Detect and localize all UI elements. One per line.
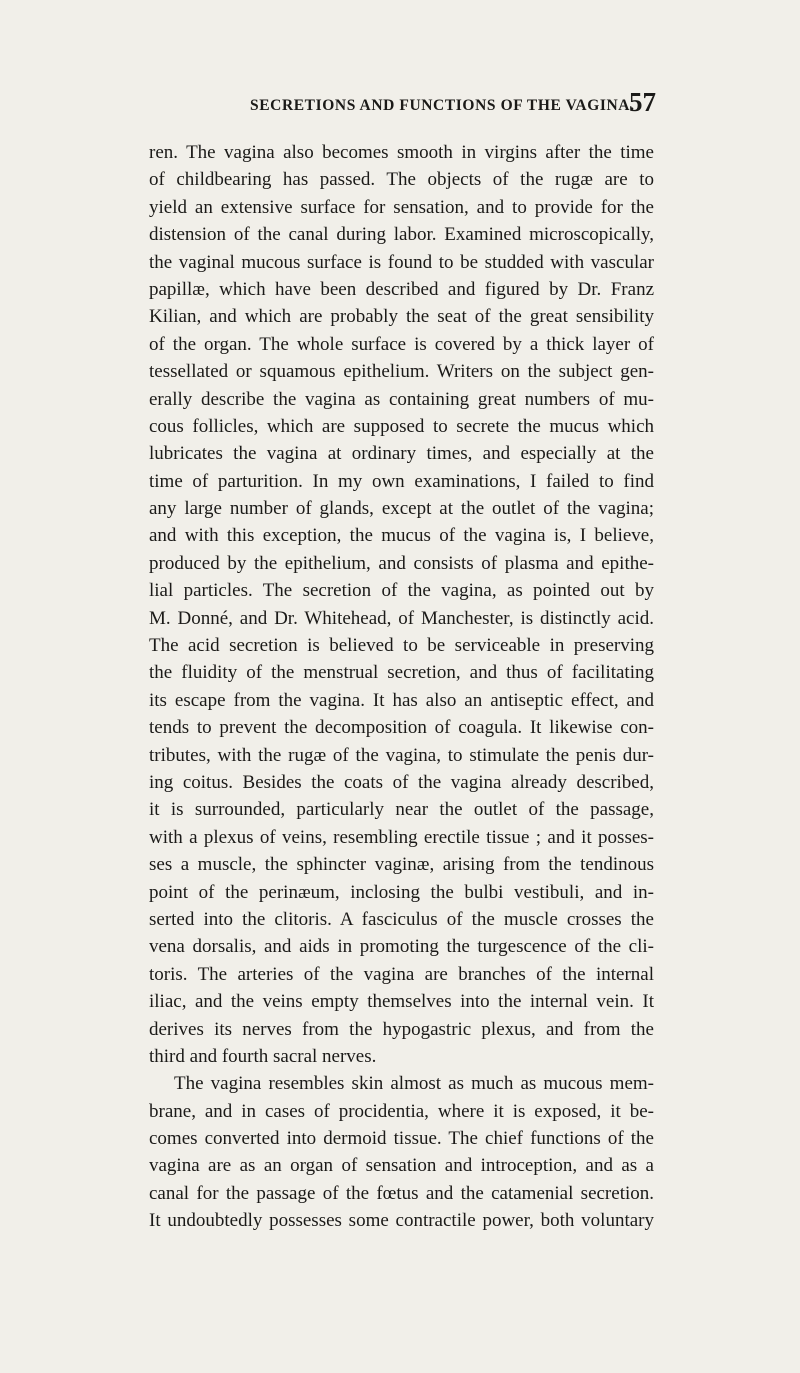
- text-line: of the organ. The whole surface is covered by a thick layer of: [149, 333, 654, 355]
- text-line: ing coitus. Besides the coats of the vagina already described,: [149, 771, 654, 793]
- page-number: 57: [629, 87, 656, 117]
- text-line: vagina are as an organ of sensation and introception, and as a: [149, 1155, 654, 1177]
- text-line: erally describe the vagina as containing great numbers of mu-: [149, 388, 654, 410]
- text-line: derives its nerves from the hypogastric plexus, and from the: [149, 1018, 654, 1040]
- text-line: lubricates the vagina at ordinary times, and especially at the: [149, 443, 654, 465]
- text-line: toris. The arteries of the vagina are branches of the internal: [149, 963, 654, 985]
- text-line: brane, and in cases of procidentia, where it is exposed, it be-: [149, 1100, 654, 1122]
- text-line: it is surrounded, particularly near the outlet of the passage,: [149, 799, 654, 821]
- text-line: canal for the passage of the fœtus and the catamenial secretion.: [149, 1182, 654, 1204]
- text-line: The vagina resembles skin almost as much as mucous mem-: [174, 1073, 654, 1095]
- text-line: comes converted into dermoid tissue. The chief functions of the: [149, 1128, 654, 1150]
- text-line: ses a muscle, the sphincter vaginæ, arising from the tendinous: [149, 854, 654, 876]
- text-line: yield an extensive surface for sensation, and to provide for the: [149, 196, 654, 218]
- text-line: cous follicles, which are supposed to secrete the mucus which: [149, 415, 654, 437]
- body-text: [149, 139, 654, 1235]
- text-line: time of parturition. In my own examinations, I failed to find: [149, 470, 654, 492]
- text-line: ren. The vagina also becomes smooth in virgins after the time: [149, 142, 654, 163]
- text-line: vena dorsalis, and aids in promoting the turgescence of the cli-: [149, 936, 654, 958]
- text-line: the vaginal mucous surface is found to be studded with vascular: [149, 251, 654, 273]
- text-line: M. Donné, and Dr. Whitehead, of Manchester, is distinctly acid.: [149, 607, 654, 629]
- text-line: any large number of glands, except at the outlet of the vagina;: [149, 498, 654, 520]
- text-line: papillæ, which have been described and figured by Dr. Franz: [149, 278, 654, 300]
- running-head: [150, 87, 656, 117]
- text-line: third and fourth sacral nerves.: [149, 1045, 377, 1067]
- paragraph-2: [149, 1070, 654, 1234]
- text-line: its escape from the vagina. It has also an antiseptic effect, and: [149, 689, 654, 711]
- text-line: distension of the canal during labor. Examined microscopically,: [149, 224, 654, 246]
- text-line: serted into the clitoris. A fasciculus of the muscle crosses the: [149, 908, 654, 930]
- text-line: of childbearing has passed. The objects of the rugæ are to: [149, 169, 654, 191]
- text-line: and with this exception, the mucus of the vagina is, I believe,: [149, 525, 654, 547]
- text-line: tributes, with the rugæ of the vagina, to stimulate the penis dur-: [149, 744, 654, 766]
- text-line: Kilian, and which are probably the seat of the great sensibility: [149, 306, 654, 328]
- text-line: The acid secretion is believed to be serviceable in preserving: [149, 635, 654, 657]
- text-line: produced by the epithelium, and consists of plasma and epithe-: [149, 552, 654, 574]
- text-line: the fluidity of the menstrual secretion, and thus of facilitating: [149, 662, 654, 684]
- paragraph-1: [149, 139, 654, 1070]
- text-line: tessellated or squamous epithelium. Writers on the subject gen-: [149, 361, 654, 383]
- running-title: SECRETIONS AND FUNCTIONS OF THE VAGINA.: [250, 97, 635, 114]
- text-line: lial particles. The secretion of the vagina, as pointed out by: [149, 580, 654, 602]
- text-line: It undoubtedly possesses some contractile power, both voluntary: [149, 1210, 654, 1232]
- text-line: point of the perinæum, inclosing the bulbi vestibuli, and in-: [149, 881, 654, 903]
- text-line: with a plexus of veins, resembling erectile tissue ; and it posses-: [149, 826, 654, 848]
- text-line: tends to prevent the decomposition of coagula. It likewise con-: [149, 717, 654, 739]
- text-line: iliac, and the veins empty themselves into the internal vein. It: [149, 991, 654, 1013]
